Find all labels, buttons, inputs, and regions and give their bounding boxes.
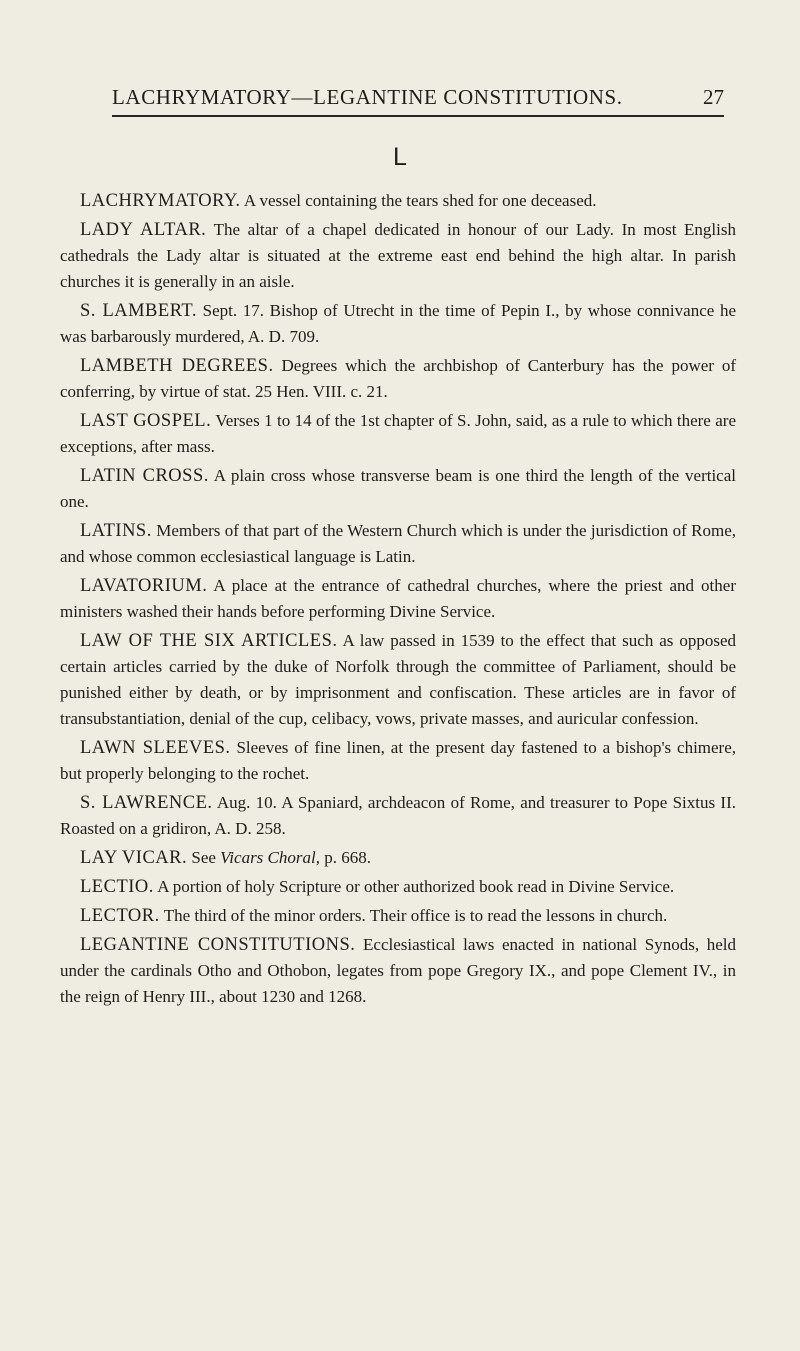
entry-lavatorium <box>60 573 736 625</box>
entry-definition: A plain cross whose transverse beam is one third the length of the vertical one. <box>60 466 736 511</box>
entry-lambeth-degrees <box>60 353 736 405</box>
entry-term: LAMBETH DEGREES. <box>80 356 274 376</box>
entry-term: S. LAMBERT. <box>80 301 197 321</box>
entry-legantine-constitutions <box>60 932 736 1010</box>
entry-term: LADY ALTAR. <box>80 220 207 240</box>
entry-definition: Sept. 17. Bishop of Utrecht in the time of Pepin I., by whose connivance he was barbarously murdered, A. D. 709. <box>60 301 736 346</box>
page-number: 27 <box>703 85 724 109</box>
entry-definition: Verses 1 to 14 of the 1st chapter of S. John, said, as a rule to which there are exceptions, after mass. <box>60 411 736 456</box>
entry-latins <box>60 518 736 570</box>
entry-definition: Ecclesiastical laws enacted in national Synods, held under the cardinals Otho and Othobon, legates from pope Gregory IX., and pope Clement IV., in the reign of Henry III., about 1230 and 1268. <box>60 935 736 1006</box>
entry-definition: Aug. 10. A Spaniard, archdeacon of Rome, and treasurer to Pope Sixtus II. Roasted on a gridiron, A. D. 258. <box>60 793 736 838</box>
entry-term: S. LAWRENCE. <box>80 793 213 813</box>
entry-term: LAWN SLEEVES. <box>80 738 231 758</box>
running-header <box>112 79 724 117</box>
entry-term: LECTIO. <box>80 877 154 897</box>
entry-definition: See <box>191 848 216 867</box>
entry-term: LATINS. <box>80 521 152 541</box>
running-title: LACHRYMATORY—LEGANTINE CONSTITUTIONS. <box>112 85 623 109</box>
entry-definition: Members of that part of the Western Church which is under the jurisdiction of Rome, and whose common ecclesiastical language is Latin. <box>60 521 736 566</box>
entry-term: LAVATORIUM. <box>80 576 208 596</box>
entry-definition: The altar of a chapel dedicated in honour of our Lady. In most English cathedrals the Lady altar is situated at the extreme east end behind the high altar. In parish churches it is generally in an aisle. <box>60 220 736 291</box>
entry-term: LATIN CROSS. <box>80 466 209 486</box>
entry-law-of-six-articles <box>60 628 736 732</box>
entry-term: LAW OF THE SIX ARTICLES. <box>80 631 338 651</box>
entry-lachrymatory <box>60 188 736 214</box>
entry-s-lambert <box>60 298 736 350</box>
cross-reference: Vicars Choral, <box>220 848 320 867</box>
entry-definition: Degrees which the archbishop of Canterbury has the power of conferring, by virtue of stat. 25 Hen. VIII. c. 21. <box>60 356 736 401</box>
glossary-entries <box>60 188 736 1013</box>
entry-definition: Sleeves of fine linen, at the present day fastened to a bishop's chimere, but properly belonging to the rochet. <box>60 738 737 783</box>
entry-s-lawrence <box>60 790 736 842</box>
entry-term: LECTOR. <box>80 906 160 926</box>
entry-term: LAY VICAR. <box>80 848 188 868</box>
entry-definition: A vessel containing the tears shed for one deceased. <box>243 191 597 210</box>
entry-last-gospel <box>60 408 736 460</box>
entry-definition: A portion of holy Scripture or other authorized book read in Divine Service. <box>157 877 675 896</box>
entry-term: LEGANTINE CONSTITUTIONS. <box>80 935 356 955</box>
entry-term: LACHRYMATORY. <box>80 191 241 211</box>
section-letter: L <box>393 143 407 171</box>
entry-term: LAST GOSPEL. <box>80 411 212 431</box>
entry-lector <box>60 903 736 929</box>
entry-lay-vicar <box>60 845 736 871</box>
entry-definition: A law passed in 1539 to the effect that such as opposed certain articles carried by the duke of Norfolk through the committee of Parliament, should be punished either by death, or by imprisonment and confiscation. These articles are in favor of transubstantiation, denial of the cup, celibacy, vows, private masses, and auricular confession. <box>60 631 736 728</box>
entry-definition: A place at the entrance of cathedral churches, where the priest and other ministers washed their hands before performing Divine Service. <box>60 576 736 621</box>
entry-latin-cross <box>60 463 736 515</box>
entry-lady-altar <box>60 217 736 295</box>
entry-definition: The third of the minor orders. Their office is to read the lessons in church. <box>163 906 668 925</box>
entry-lawn-sleeves <box>60 735 736 787</box>
entry-lectio <box>60 874 736 900</box>
entry-definition-tail: p. 668. <box>324 848 371 867</box>
